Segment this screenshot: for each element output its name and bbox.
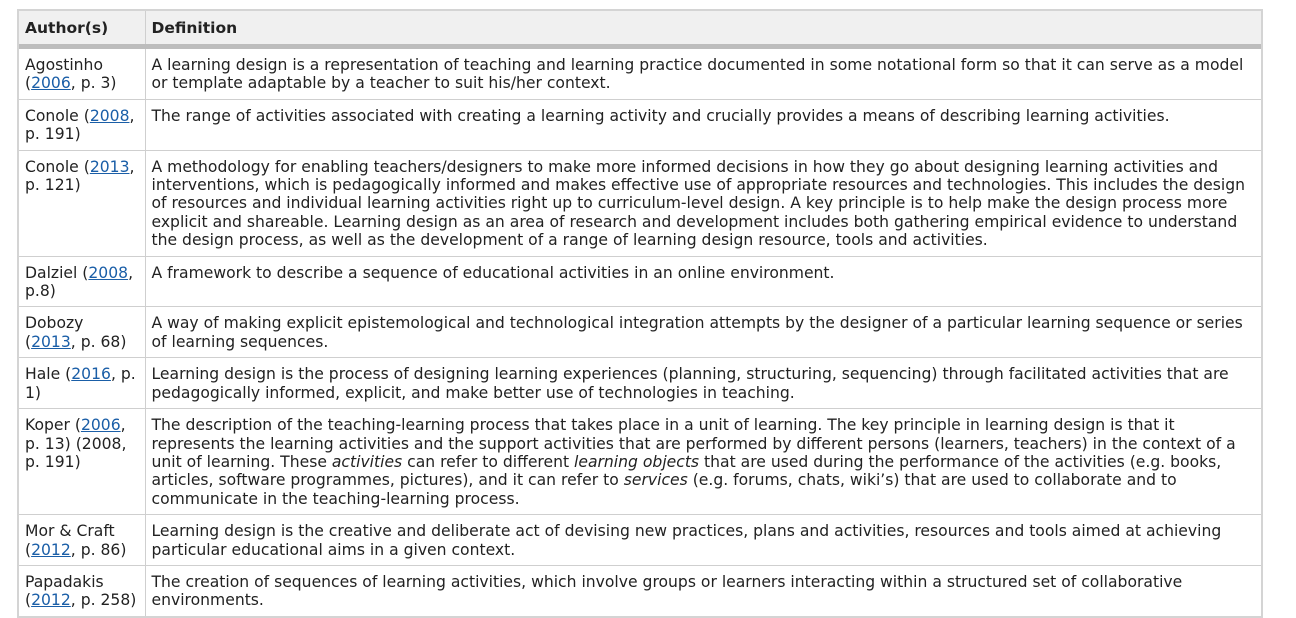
author-cell — [19, 515, 145, 566]
citation-year-link[interactable]: 2012 — [31, 591, 71, 610]
author-cell — [19, 358, 145, 409]
author-cell — [19, 565, 145, 615]
author-page-ref: , p. 68) — [70, 332, 127, 351]
definition-cell — [145, 47, 1261, 100]
definition-text: Learning design is the process of designing learning experiences (planning, structuring, sequencing) through facilitated activities that are pedagogically informed, explicit, and make better use of technologies in teaching. — [151, 365, 1229, 402]
author-cell — [19, 307, 145, 358]
citation-year-link[interactable]: 2008 — [88, 263, 129, 282]
definition-cell — [145, 99, 1261, 150]
definition-text: The creation of sequences of learning activities, which involve groups or learners interacting within a structured set of collaborative environments. — [151, 572, 1183, 610]
table-body — [19, 47, 1261, 616]
definition-cell — [145, 409, 1261, 515]
definition-emphasis: services — [623, 471, 688, 490]
author-cell — [19, 150, 145, 256]
table-row — [19, 307, 1261, 358]
author-page-ref: , p. 3) — [70, 74, 117, 93]
definition-text: that are used during the performance of the activities (e.g. books, articles, software programmes, pictures), and it can refer to — [151, 452, 1222, 490]
definition-text: Learning design is the creative and deliberate act of devising new practices, plans and activities, resources and tools aimed at achieving particular educational aims in a given context. — [151, 522, 1222, 559]
definition-cell — [145, 515, 1261, 566]
definition-emphasis: activities — [331, 452, 403, 471]
author-name: Mor & Craft ( — [25, 522, 115, 559]
author-name: Dobozy ( — [25, 314, 84, 351]
citation-year-link[interactable]: 2013 — [31, 332, 71, 351]
author-cell — [19, 256, 145, 307]
definitions-table — [19, 11, 1261, 616]
definition-text: A way of making explicit epistemological and technological integration attempts by the designer of a particular learning sequence or series of learning sequences. — [151, 314, 1243, 351]
definitions-table-container — [17, 9, 1263, 618]
citation-year-link[interactable]: 2006 — [31, 74, 71, 93]
table-row — [19, 150, 1261, 256]
definition-cell — [145, 358, 1261, 409]
author-cell — [19, 409, 145, 515]
definition-text: can refer to different — [402, 452, 575, 471]
definition-emphasis: learning objects — [574, 452, 700, 471]
table-row — [19, 99, 1261, 150]
author-name: Koper ( — [25, 416, 81, 435]
definition-text: A methodology for enabling teachers/designers to make more informed decisions in how they go about designing learning activities and interventions, which is pedagogically informed and makes effective use of appropriate resources and technologies. This includes the design of resources and individual learning activities right up to curriculum-level design. A key principle is to help make the design process more explicit and shareable. Learning design as an area of research and development includes both gathering empirical evidence to understand the design process, as well as the development of a range of learning design resource, tools and activities. — [151, 157, 1245, 250]
definition-cell — [145, 307, 1261, 358]
table-row — [19, 565, 1261, 615]
author-page-ref: , p. 121) — [25, 157, 135, 195]
author-name: Dalziel ( — [25, 263, 89, 282]
definition-cell — [145, 150, 1261, 256]
definition-text: The range of activities associated with creating a learning activity and crucially provides a means of describing learning activities. — [151, 106, 1170, 125]
author-name: Papadakis ( — [25, 572, 104, 610]
citation-year-link[interactable]: 2012 — [31, 540, 71, 559]
author-page-ref: , p. 1) — [25, 365, 136, 402]
table-header — [19, 11, 1261, 47]
header-row — [19, 11, 1261, 47]
author-page-ref: , p. 258) — [70, 591, 137, 610]
definition-text: A learning design is a representation of teaching and learning practice documented in some notational form so that it can serve as a model or template adaptable by a teacher to suit his/her context. — [151, 56, 1244, 93]
definition-text: A framework to describe a sequence of educational activities in an online environment. — [151, 263, 835, 282]
author-page-ref: , p.8) — [25, 263, 134, 301]
definition-cell — [145, 565, 1261, 615]
author-name: Agostinho ( — [25, 56, 103, 93]
author-page-ref: , p. 13) (2008, p. 191) — [25, 416, 127, 471]
column-header-definition: Definition — [145, 11, 1261, 47]
author-cell — [19, 99, 145, 150]
table-row — [19, 256, 1261, 307]
definition-cell — [145, 256, 1261, 307]
citation-year-link[interactable]: 2006 — [80, 416, 121, 435]
definition-text: (e.g. forums, chats, wiki’s) that are used to collaborate and to communicate in the teaching-learning process. — [151, 471, 1177, 508]
table-row — [19, 515, 1261, 566]
author-page-ref: , p. 191) — [25, 106, 135, 144]
table-row — [19, 409, 1261, 515]
author-name: Hale ( — [25, 365, 72, 384]
definition-text: The description of the teaching-learning process that takes place in a unit of learning. The key principle in learning design is that it represents the learning activities and the support activities that are performed by different persons (learners, teachers) in the context of a unit of learning. These — [151, 416, 1236, 471]
table-row — [19, 47, 1261, 100]
citation-year-link[interactable]: 2013 — [89, 157, 130, 176]
author-name: Conole ( — [25, 157, 90, 176]
citation-year-link[interactable]: 2016 — [71, 365, 111, 384]
author-cell — [19, 47, 145, 100]
column-header-authors: Author(s) — [19, 11, 145, 47]
table-row — [19, 358, 1261, 409]
author-name: Conole ( — [25, 106, 90, 125]
citation-year-link[interactable]: 2008 — [89, 106, 130, 125]
author-page-ref: , p. 86) — [70, 540, 127, 559]
